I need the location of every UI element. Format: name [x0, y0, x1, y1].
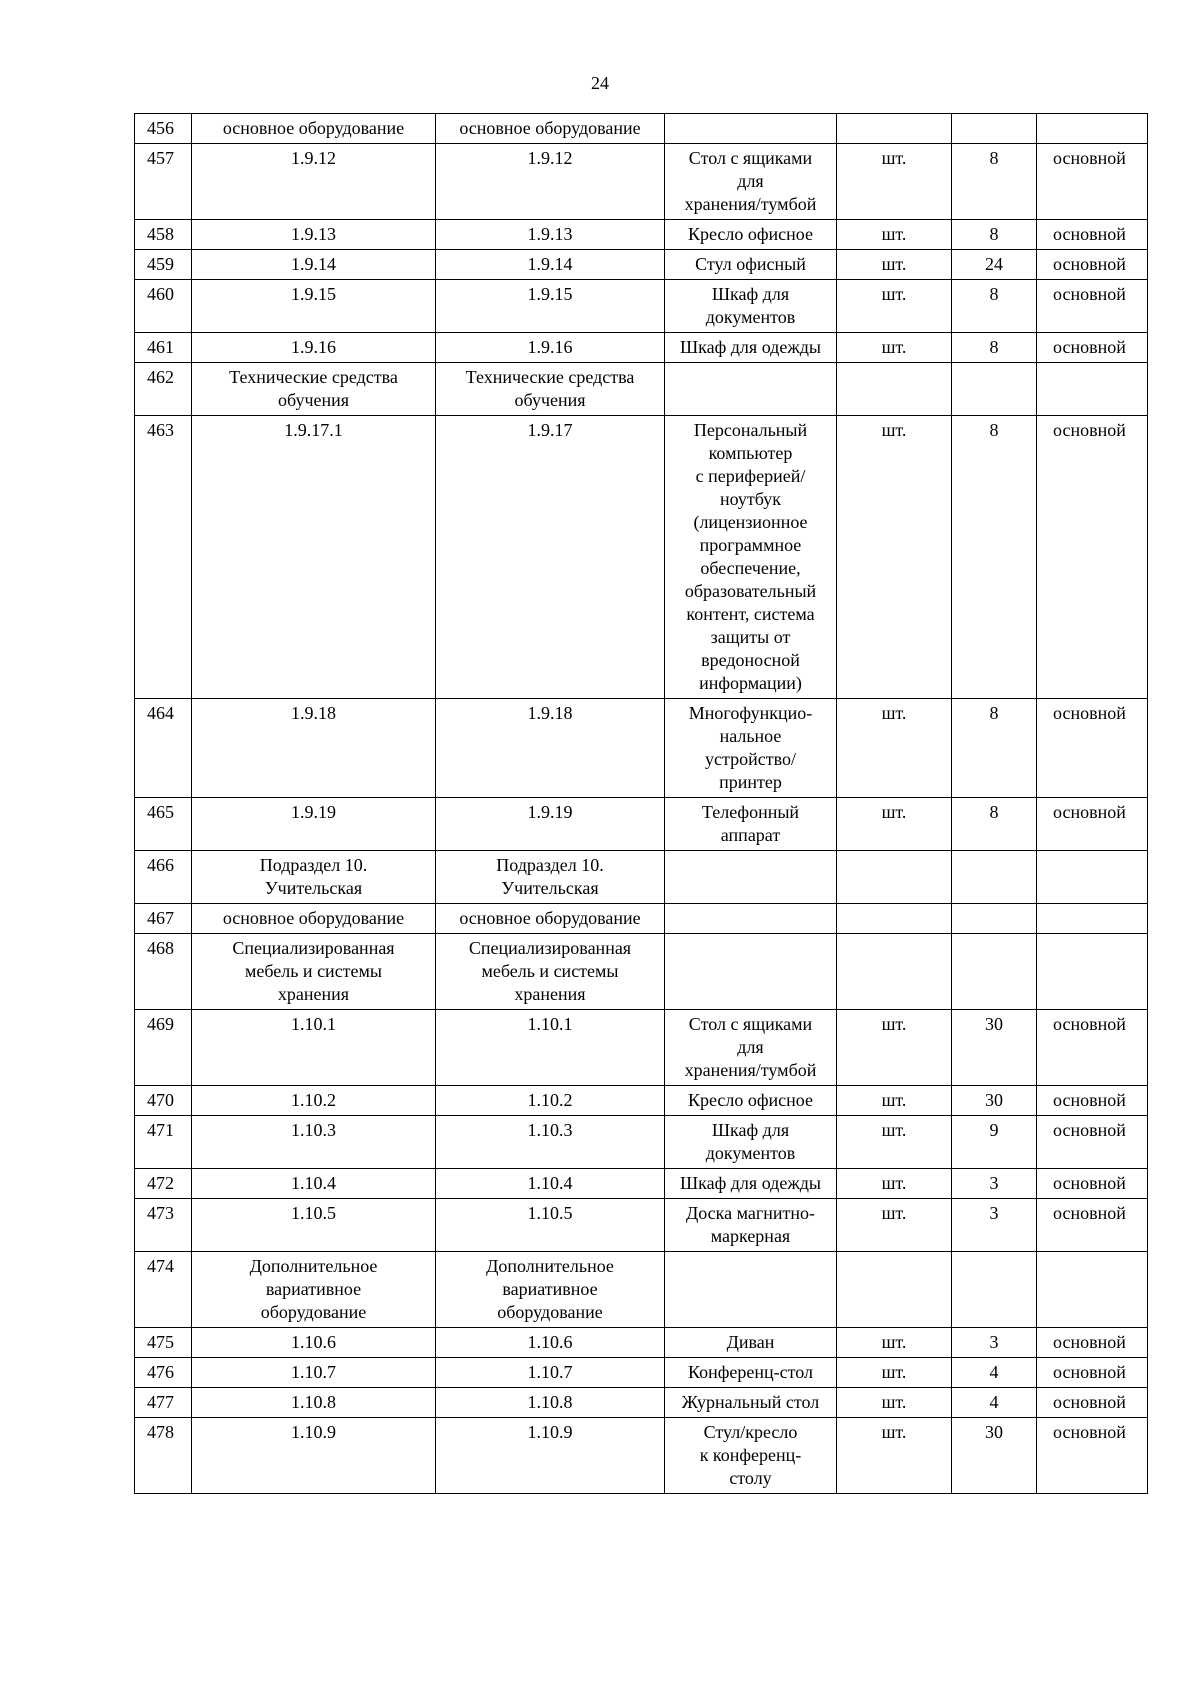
table-row	[135, 1169, 1148, 1199]
item-name-cell	[665, 114, 837, 144]
item-code-cell: 1.10.9	[436, 1418, 665, 1494]
quantity-cell: 30	[952, 1086, 1037, 1116]
item-code-cell: 1.9.19	[436, 798, 665, 851]
item-name-cell: Стол с ящиками для хранения/тумбой	[665, 144, 837, 220]
unit-cell	[837, 114, 952, 144]
type-cell: основной	[1037, 1010, 1148, 1086]
quantity-cell: 8	[952, 333, 1037, 363]
section-code-cell: 1.9.13	[192, 220, 436, 250]
section-code-cell: 1.9.12	[192, 144, 436, 220]
quantity-cell: 8	[952, 144, 1037, 220]
unit-cell: шт.	[837, 333, 952, 363]
section-code-cell: 1.10.4	[192, 1169, 436, 1199]
section-code-cell: Специализированная мебель и системы хранения	[192, 934, 436, 1010]
unit-cell: шт.	[837, 1116, 952, 1169]
unit-cell: шт.	[837, 1086, 952, 1116]
unit-cell: шт.	[837, 1199, 952, 1252]
quantity-cell: 8	[952, 416, 1037, 699]
row-number-cell: 470	[135, 1086, 192, 1116]
item-code-cell: 1.9.12	[436, 144, 665, 220]
table-row	[135, 1418, 1148, 1494]
section-code-cell: 1.9.15	[192, 280, 436, 333]
quantity-cell: 30	[952, 1418, 1037, 1494]
item-code-cell: 1.9.18	[436, 699, 665, 798]
table-row	[135, 114, 1148, 144]
table-row	[135, 1116, 1148, 1169]
item-code-cell: 1.10.7	[436, 1358, 665, 1388]
unit-cell: шт.	[837, 416, 952, 699]
type-cell: основной	[1037, 144, 1148, 220]
row-number-cell: 462	[135, 363, 192, 416]
unit-cell	[837, 1252, 952, 1328]
section-code-cell: 1.9.19	[192, 798, 436, 851]
row-number-cell: 468	[135, 934, 192, 1010]
item-code-cell: Подраздел 10. Учительская	[436, 851, 665, 904]
section-code-cell: 1.10.5	[192, 1199, 436, 1252]
table-row	[135, 851, 1148, 904]
table-row	[135, 904, 1148, 934]
item-code-cell: 1.10.6	[436, 1328, 665, 1358]
item-code-cell: 1.10.5	[436, 1199, 665, 1252]
row-number-cell: 471	[135, 1116, 192, 1169]
quantity-cell	[952, 934, 1037, 1010]
section-code-cell: 1.10.7	[192, 1358, 436, 1388]
table-row	[135, 1086, 1148, 1116]
table-row	[135, 280, 1148, 333]
item-name-cell: Шкаф для одежды	[665, 333, 837, 363]
row-number-cell: 467	[135, 904, 192, 934]
row-number-cell: 473	[135, 1199, 192, 1252]
row-number-cell: 476	[135, 1358, 192, 1388]
type-cell: основной	[1037, 699, 1148, 798]
item-name-cell: Стул/кресло к конференц- столу	[665, 1418, 837, 1494]
quantity-cell: 4	[952, 1358, 1037, 1388]
item-code-cell: 1.10.1	[436, 1010, 665, 1086]
row-number-cell: 460	[135, 280, 192, 333]
section-code-cell: 1.10.3	[192, 1116, 436, 1169]
quantity-cell	[952, 851, 1037, 904]
quantity-cell	[952, 904, 1037, 934]
row-number-cell: 464	[135, 699, 192, 798]
item-name-cell	[665, 904, 837, 934]
type-cell: основной	[1037, 1388, 1148, 1418]
type-cell: основной	[1037, 1328, 1148, 1358]
unit-cell	[837, 363, 952, 416]
item-name-cell	[665, 363, 837, 416]
row-number-cell: 469	[135, 1010, 192, 1086]
table-row	[135, 1328, 1148, 1358]
item-name-cell: Телефонный аппарат	[665, 798, 837, 851]
quantity-cell: 9	[952, 1116, 1037, 1169]
item-code-cell: 1.10.2	[436, 1086, 665, 1116]
row-number-cell: 457	[135, 144, 192, 220]
item-code-cell: Дополнительное вариативное оборудование	[436, 1252, 665, 1328]
unit-cell: шт.	[837, 798, 952, 851]
section-code-cell: 1.10.2	[192, 1086, 436, 1116]
quantity-cell: 30	[952, 1010, 1037, 1086]
type-cell: основной	[1037, 798, 1148, 851]
item-code-cell: 1.10.3	[436, 1116, 665, 1169]
row-number-cell: 465	[135, 798, 192, 851]
unit-cell: шт.	[837, 1328, 952, 1358]
type-cell	[1037, 904, 1148, 934]
unit-cell: шт.	[837, 250, 952, 280]
type-cell: основной	[1037, 280, 1148, 333]
unit-cell	[837, 904, 952, 934]
item-name-cell: Стол с ящиками для хранения/тумбой	[665, 1010, 837, 1086]
type-cell: основной	[1037, 1418, 1148, 1494]
quantity-cell: 3	[952, 1328, 1037, 1358]
quantity-cell: 4	[952, 1388, 1037, 1418]
item-name-cell	[665, 934, 837, 1010]
section-code-cell: основное оборудование	[192, 904, 436, 934]
table-row	[135, 220, 1148, 250]
item-code-cell: 1.9.15	[436, 280, 665, 333]
type-cell: основной	[1037, 416, 1148, 699]
section-code-cell: Подраздел 10. Учительская	[192, 851, 436, 904]
quantity-cell	[952, 114, 1037, 144]
unit-cell: шт.	[837, 1358, 952, 1388]
unit-cell: шт.	[837, 699, 952, 798]
row-number-cell: 478	[135, 1418, 192, 1494]
unit-cell: шт.	[837, 1388, 952, 1418]
section-code-cell: 1.9.18	[192, 699, 436, 798]
table-row	[135, 934, 1148, 1010]
section-code-cell: 1.10.8	[192, 1388, 436, 1418]
unit-cell	[837, 934, 952, 1010]
item-code-cell: 1.9.17	[436, 416, 665, 699]
table-row	[135, 1388, 1148, 1418]
type-cell	[1037, 934, 1148, 1010]
item-code-cell: 1.10.4	[436, 1169, 665, 1199]
row-number-cell: 477	[135, 1388, 192, 1418]
type-cell: основной	[1037, 1199, 1148, 1252]
section-code-cell: 1.10.6	[192, 1328, 436, 1358]
table-row	[135, 1199, 1148, 1252]
unit-cell: шт.	[837, 220, 952, 250]
row-number-cell: 463	[135, 416, 192, 699]
item-name-cell: Шкаф для одежды	[665, 1169, 837, 1199]
unit-cell	[837, 851, 952, 904]
quantity-cell: 3	[952, 1199, 1037, 1252]
equipment-table	[134, 113, 1148, 1494]
type-cell: основной	[1037, 1169, 1148, 1199]
table-row	[135, 1252, 1148, 1328]
type-cell: основной	[1037, 1116, 1148, 1169]
section-code-cell: 1.9.16	[192, 333, 436, 363]
section-code-cell: 1.9.17.1	[192, 416, 436, 699]
table-row	[135, 144, 1148, 220]
item-code-cell: Специализированная мебель и системы хранения	[436, 934, 665, 1010]
page-number: 24	[591, 73, 609, 93]
row-number-cell: 475	[135, 1328, 192, 1358]
table-row	[135, 363, 1148, 416]
item-name-cell: Кресло офисное	[665, 220, 837, 250]
item-name-cell: Персональный компьютер с периферией/ ноутбук (лицензионное программное обеспечение, образовательный контент, система защиты от вредоносной информации)	[665, 416, 837, 699]
table-row	[135, 333, 1148, 363]
row-number-cell: 472	[135, 1169, 192, 1199]
quantity-cell: 8	[952, 699, 1037, 798]
quantity-cell: 8	[952, 798, 1037, 851]
unit-cell: шт.	[837, 1010, 952, 1086]
row-number-cell: 474	[135, 1252, 192, 1328]
quantity-cell: 8	[952, 280, 1037, 333]
type-cell: основной	[1037, 220, 1148, 250]
item-code-cell: 1.9.14	[436, 250, 665, 280]
quantity-cell: 8	[952, 220, 1037, 250]
section-code-cell: 1.10.9	[192, 1418, 436, 1494]
type-cell	[1037, 363, 1148, 416]
type-cell	[1037, 851, 1148, 904]
table-row	[135, 1358, 1148, 1388]
unit-cell: шт.	[837, 1169, 952, 1199]
table-row	[135, 699, 1148, 798]
quantity-cell: 3	[952, 1169, 1037, 1199]
section-code-cell: Технические средства обучения	[192, 363, 436, 416]
item-name-cell	[665, 1252, 837, 1328]
quantity-cell	[952, 1252, 1037, 1328]
item-name-cell: Шкаф для документов	[665, 280, 837, 333]
section-code-cell: 1.10.1	[192, 1010, 436, 1086]
item-code-cell: 1.10.8	[436, 1388, 665, 1418]
unit-cell: шт.	[837, 144, 952, 220]
item-code-cell: Технические средства обучения	[436, 363, 665, 416]
row-number-cell: 458	[135, 220, 192, 250]
type-cell: основной	[1037, 250, 1148, 280]
item-name-cell: Журнальный стол	[665, 1388, 837, 1418]
item-name-cell: Шкаф для документов	[665, 1116, 837, 1169]
table-row	[135, 416, 1148, 699]
type-cell: основной	[1037, 333, 1148, 363]
item-name-cell: Стул офисный	[665, 250, 837, 280]
item-name-cell: Конференц-стол	[665, 1358, 837, 1388]
type-cell	[1037, 114, 1148, 144]
row-number-cell: 466	[135, 851, 192, 904]
type-cell	[1037, 1252, 1148, 1328]
table-row	[135, 250, 1148, 280]
unit-cell: шт.	[837, 280, 952, 333]
type-cell: основной	[1037, 1086, 1148, 1116]
section-code-cell: 1.9.14	[192, 250, 436, 280]
item-name-cell: Доска магнитно- маркерная	[665, 1199, 837, 1252]
unit-cell: шт.	[837, 1418, 952, 1494]
section-code-cell: Дополнительное вариативное оборудование	[192, 1252, 436, 1328]
type-cell: основной	[1037, 1358, 1148, 1388]
item-name-cell: Диван	[665, 1328, 837, 1358]
row-number-cell: 461	[135, 333, 192, 363]
section-code-cell: основное оборудование	[192, 114, 436, 144]
item-code-cell: 1.9.16	[436, 333, 665, 363]
row-number-cell: 459	[135, 250, 192, 280]
item-code-cell: основное оборудование	[436, 904, 665, 934]
quantity-cell: 24	[952, 250, 1037, 280]
table-row	[135, 1010, 1148, 1086]
item-code-cell: основное оборудование	[436, 114, 665, 144]
row-number-cell: 456	[135, 114, 192, 144]
quantity-cell	[952, 363, 1037, 416]
item-name-cell: Кресло офисное	[665, 1086, 837, 1116]
item-name-cell: Многофункцио- нальное устройство/ принтер	[665, 699, 837, 798]
item-code-cell: 1.9.13	[436, 220, 665, 250]
item-name-cell	[665, 851, 837, 904]
table-row	[135, 798, 1148, 851]
